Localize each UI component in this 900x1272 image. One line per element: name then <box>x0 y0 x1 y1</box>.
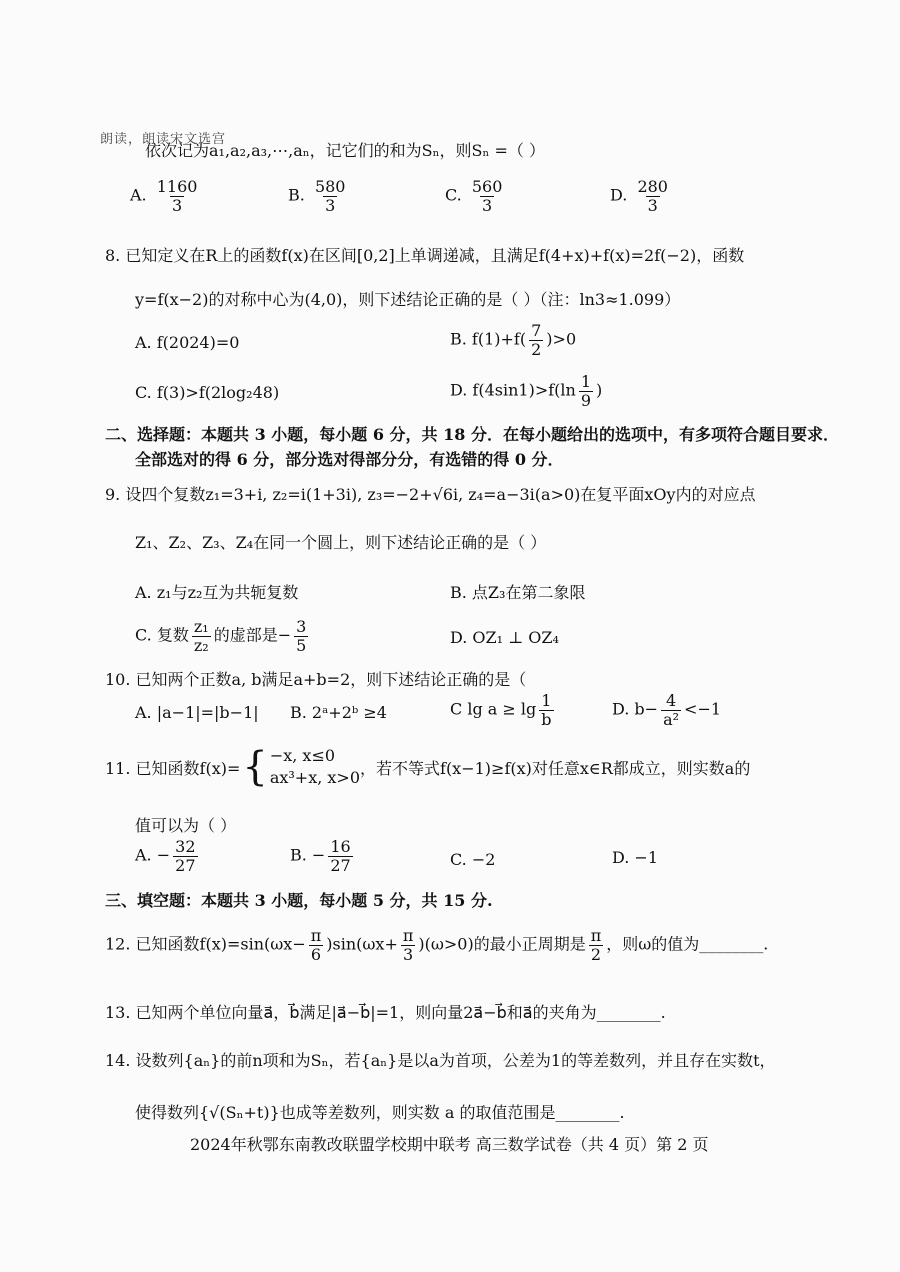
q9-line2: Z₁、Z₂、Z₃、Z₄在同一个圆上，则下述结论正确的是（ ） <box>135 533 547 552</box>
denominator: 3 <box>172 195 183 215</box>
denominator: 3 <box>325 195 336 215</box>
option-text: >0 <box>552 329 577 349</box>
q9-option-b: B. 点Z₃在第二象限 <box>450 583 586 602</box>
fraction <box>401 927 416 963</box>
q11-option-c: C. −2 <box>450 850 496 869</box>
numerator: 1 <box>541 691 552 710</box>
fraction <box>192 618 211 654</box>
section2-line2: 全部选对的得 6 分，部分选对得部分分，有选错的得 0 分． <box>135 450 564 469</box>
fraction <box>635 178 670 214</box>
denominator: 3 <box>403 944 414 964</box>
q8-option-b: B. f(1)+f( $\frac{7}{2}$ )>0 <box>450 321 577 359</box>
q10-option-c <box>450 692 557 728</box>
q7-option-d <box>610 178 673 214</box>
option-letter: A. <box>130 185 147 205</box>
q9-option-d: D. OZ₁ ⊥ OZ₄ <box>450 628 559 647</box>
denominator: 27 <box>175 855 196 875</box>
denominator: 9 <box>580 390 592 410</box>
q8-line2: y=f(x−2)的对称中心为(4,0)，则下述结论正确的是（ ）（注：ln3≈1.099） <box>135 290 681 309</box>
q9-option-a: A. z₁与z₂互为共轭复数 <box>135 583 299 602</box>
denominator: 3 <box>647 195 658 215</box>
q7-option-a <box>130 178 202 214</box>
q8-option-d: D. f(4sin1)>f(ln $\frac{1}{9}$ ) <box>450 372 603 410</box>
q12 <box>105 927 768 963</box>
q10-stem: 10. 已知两个正数a, b满足a+b=2，则下述结论正确的是（ <box>105 670 527 689</box>
fraction <box>313 178 348 214</box>
numerator: π <box>402 926 414 945</box>
fraction <box>173 838 197 874</box>
section3-heading: 三、填空题：本题共 3 小题，每小题 5 分，共 15 分. <box>105 891 493 910</box>
option-letter: D. <box>610 185 628 205</box>
denominator: b <box>541 709 552 729</box>
q7-option-b <box>288 178 350 214</box>
fraction <box>309 927 324 963</box>
denominator: 6 <box>310 944 322 964</box>
denominator: 3 <box>482 195 493 215</box>
option-text: B. − <box>290 845 326 865</box>
option-text: D. f(4sin1)>f <box>450 380 555 400</box>
denominator: z₂ <box>193 635 209 655</box>
case-line: ax³+x, x>0 <box>269 768 361 788</box>
numerator: 1160 <box>156 177 198 196</box>
numerator: 16 <box>330 837 351 856</box>
q11-option-b <box>290 838 356 874</box>
option-letter: C. <box>445 185 462 205</box>
q9-line1: 9. 设四个复数z₁=3+i, z₂=i(1+3i), z₃=−2+√6i, z₄=a−3i(a>0)在复平面xOy内的对应点 <box>105 485 756 504</box>
numerator: 280 <box>637 177 668 196</box>
option-text: 的虚部是− <box>213 625 292 645</box>
q7-stem: 依次记为a₁,a₂,a₃,⋯,aₙ，记它们的和为Sₙ，则Sₙ =（ ） <box>145 141 546 160</box>
q14-line2: 使得数列{√(Sₙ+t)}也成等差数列，则实数 a 的取值范围是________. <box>135 1103 625 1122</box>
q12-text: 12. 已知函数f(x)=sin(ωx− <box>105 934 306 954</box>
q10-option-a: A. |a−1|=|b−1| <box>135 703 259 722</box>
q11-text: ，若不等式f(x−1)≥f(x)对任意x∈R都成立，则实数a的 <box>360 758 751 778</box>
numerator: 580 <box>314 177 346 196</box>
option-text: ln <box>560 380 576 400</box>
numerator: 32 <box>175 837 196 856</box>
q11-option-a <box>135 838 201 874</box>
page-footer: 2024年秋鄂东南教改联盟学校期中联考 高三数学试卷（共 4 页）第 2 页 <box>190 1135 709 1154</box>
section2-line1: 二、选择题：本题共 3 小题，每小题 6 分，共 18 分．在每小题给出的选项中，有多项符合题目要求． <box>105 425 839 444</box>
q12-text: ，则ω的值为________. <box>606 934 769 954</box>
q10-option-d <box>612 692 721 728</box>
numerator: π <box>590 926 602 945</box>
denominator: a² <box>663 709 680 729</box>
option-text: <−1 <box>684 699 722 719</box>
fraction <box>589 927 604 963</box>
numerator: 3 <box>296 617 307 636</box>
q11-line2: 值可以为（ ） <box>135 816 237 835</box>
fraction <box>661 692 681 728</box>
denominator: 27 <box>330 855 351 875</box>
option-text: D. b− <box>612 699 659 719</box>
option-text: B. f(1)+f <box>450 329 520 349</box>
fraction <box>294 618 308 654</box>
piecewise-cases <box>270 745 360 790</box>
q11-line1 <box>105 745 750 790</box>
fraction <box>539 692 553 728</box>
fraction <box>470 178 505 214</box>
q11-option-d: D. −1 <box>612 848 659 867</box>
q9-option-c <box>135 618 311 654</box>
option-text: C. 复数 <box>135 625 189 645</box>
q8-option-a: A. f(2024)=0 <box>135 333 240 352</box>
numerator: 7 <box>531 321 542 340</box>
option-text: A. − <box>135 845 171 865</box>
q8-line1: 8. 已知定义在R上的函数f(x)在区间[0,2]上单调递减，且满足f(4+x)+f(x)=2f(−2)，函数 <box>105 246 745 265</box>
fraction <box>529 322 543 358</box>
q14-line1: 14. 设数列{aₙ}的前n项和为Sₙ，若{aₙ}是以a为首项，公差为1的等差数列，并且存在实数t， <box>105 1051 776 1070</box>
numerator: z₁ <box>193 617 209 636</box>
q12-text: )sin(ωx+ <box>326 934 398 954</box>
fraction <box>579 373 593 409</box>
q11-text: 11. 已知函数f(x)= <box>105 758 241 778</box>
q8-option-c: C. f(3)>f(2log₂48) <box>135 383 280 402</box>
numerator: 1 <box>580 372 592 391</box>
case-line: −x, x≤0 <box>269 746 336 765</box>
option-text: C lg a ≥ lg <box>450 699 537 719</box>
piecewise-brace: { <box>242 744 268 791</box>
q10-option-b: B. 2ᵃ+2ᵇ ≥4 <box>290 703 387 722</box>
numerator: 4 <box>665 691 677 710</box>
denominator: 2 <box>590 944 602 964</box>
fraction <box>328 838 352 874</box>
q12-text: )(ω>0)的最小正周期是 <box>418 934 586 954</box>
numerator: 560 <box>471 177 503 196</box>
header-scrawl: 朗读，朗读宋文选宫 <box>100 132 227 147</box>
option-letter: B. <box>288 185 305 205</box>
numerator: π <box>310 926 322 945</box>
q13: 13. 已知两个单位向量a⃗，b⃗满足|a⃗−b⃗|=1，则向量2a⃗−b⃗和a⃗的夹角为________. <box>105 1003 666 1022</box>
denominator: 5 <box>296 635 307 655</box>
q7-option-c <box>445 178 507 214</box>
denominator: 2 <box>531 339 542 359</box>
fraction <box>155 178 200 214</box>
